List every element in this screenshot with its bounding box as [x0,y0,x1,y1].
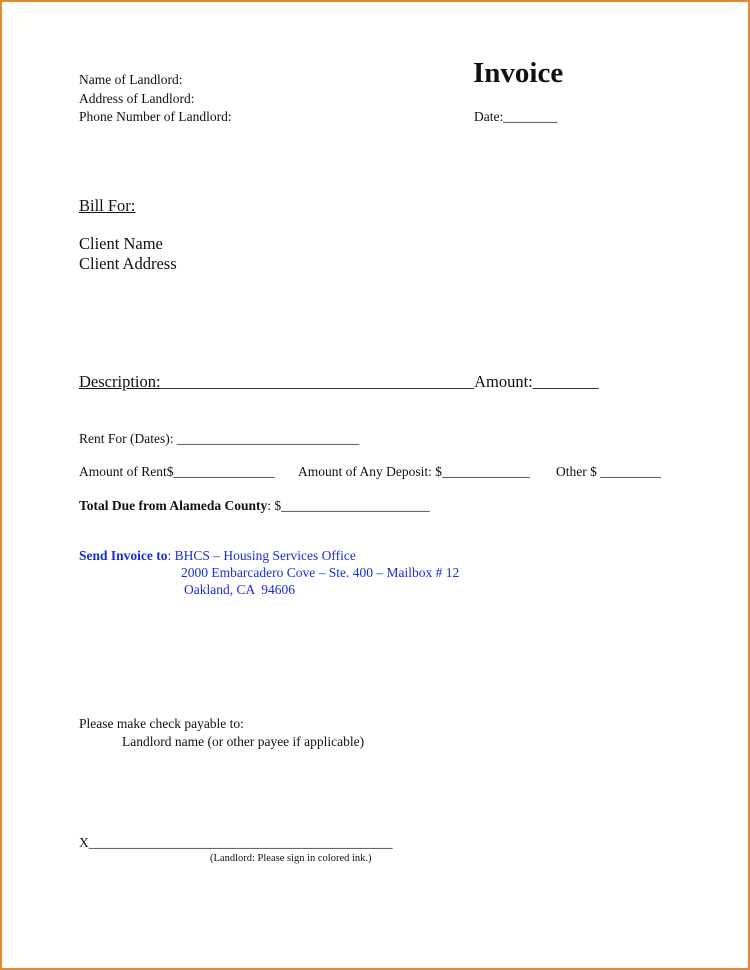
total-due-value: : $______________________ [267,498,430,513]
payee-name: Landlord name (or other payee if applicable) [122,734,365,749]
send-invoice-line2: 2000 Embarcadero Cove – Ste. 400 – Mailbox # 12 [181,565,460,580]
date-field: Date:________ [474,109,558,124]
total-due-row [79,498,430,514]
description-label: Description: [79,372,161,391]
other-field: Other $ _________ [556,464,661,479]
landlord-name-label: Name of Landlord: [79,72,183,87]
description-line: ______________________________________ [160,372,475,391]
landlord-address-label: Address of Landlord: [79,91,195,106]
amount-line: ________ [532,372,599,391]
invoice-title: Invoice [473,57,564,89]
send-invoice-label: Send Invoice to [79,548,168,563]
send-invoice-colon: : [167,548,172,563]
landlord-phone-label: Phone Number of Landlord: [79,109,232,124]
amount-label: Amount: [474,372,533,391]
send-invoice-line3: Oakland, CA 94606 [184,582,295,597]
description-row [79,372,599,392]
send-invoice-line1: BHCS – Housing Services Office [171,548,356,563]
bill-for-heading: Bill For: [79,196,136,215]
client-address: Client Address [79,254,177,273]
client-name: Client Name [79,234,163,253]
send-invoice-row [79,548,356,564]
signature-line: X_____________________________________________ [79,835,393,850]
total-due-label: Total Due from Alameda County [79,498,268,513]
deposit-field: Amount of Any Deposit: $_____________ [298,464,530,479]
payable-to-label: Please make check payable to: [79,716,244,731]
signature-note: (Landlord: Please sign in colored ink.) [210,853,372,864]
rent-for-dates-field: Rent For (Dates): ___________________________ [79,431,360,446]
amount-of-rent-field: Amount of Rent$_______________ [79,464,275,479]
